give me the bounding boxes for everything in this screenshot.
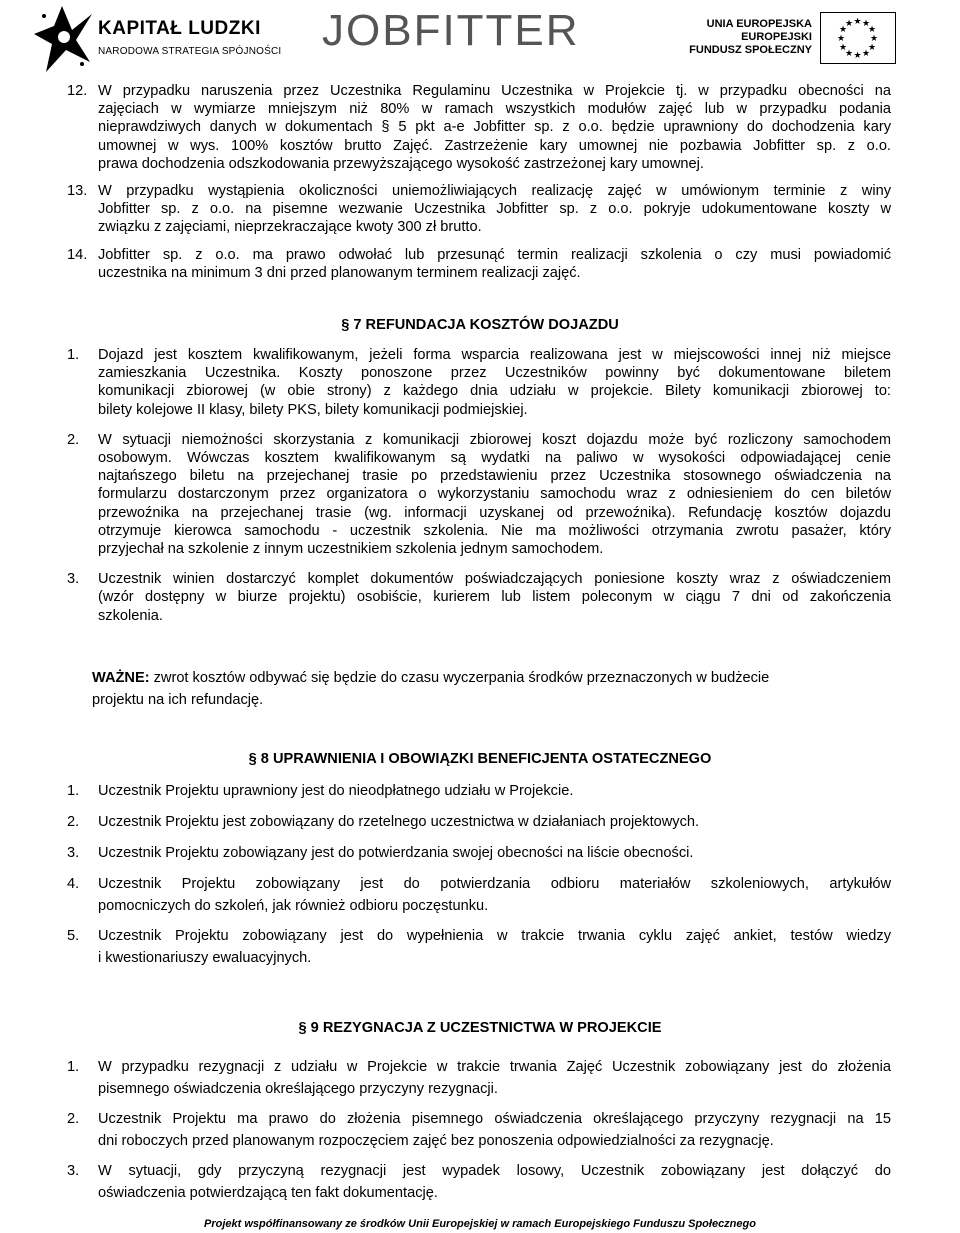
important-note-label: WAŻNE: [92,670,150,686]
list-item-text-line: W przypadku rezygnacji z udziału w Projekcie w trakcie trwania Zajęć Uczestnik zobowiązany jest do złożenia [98,1059,891,1075]
section-heading: § 7 REFUNDACJA KOSZTÓW DOJAZDU [341,317,619,333]
svg-text:★: ★ [867,43,877,53]
list-item-text-line: nieprawdziwych danych w dokumentach § 5 pkt a-e Jobfitter sp. z o.o. będzie uprawniony do dochodzenia kary [98,119,891,136]
svg-text:★: ★ [836,34,846,44]
svg-text:★: ★ [861,19,871,29]
eu-fund-text [660,18,812,57]
list-item-number: 1. [67,783,80,799]
list-item-text-line: otrzymuje kierowca samochodu - uczestnik szkolenia. Nie ma możliwości otrzymania zwrotu pasażer, który [98,522,891,539]
list-item-number: 3. [67,571,80,588]
eu-text-line1: UNIA EUROPEJSKA [706,18,812,30]
list-item-text-line: i kwestionariuszy ewaluacyjnych. [98,950,312,966]
list-item-text-line: Jobfitter sp. z o.o. na pisemne wezwanie Uczestnika Jobfitter sp. z o.o. pokryje udokumentowane koszty w [98,201,891,218]
list-item-text-line: (wzór dostępny w biurze projektu) osobiście, kurierem lub listem poleconym w ciągu 7 dni od zakończenia [98,589,891,606]
svg-text:★: ★ [838,25,848,35]
list-item-number: 1. [67,1059,80,1075]
list-item-text-line: Uczestnik winien dostarczyć komplet dokumentów poświadczających poniesione koszty wraz z oświadczeniem [98,571,891,588]
list-item-text-line: osobowym. Wówczas kosztem kwalifikowanym są wydatki na paliwo w wysokości odpowiadającej cenie [98,450,891,466]
list-item-text-line: dni roboczych przed planowanym rozpoczęciem zajęć bez ponoszenia odpowiedzialności za rezygnację. [98,1133,774,1149]
list-item-text-line: prawa dochodzenia odszkodowania przewyższającego wysokość zastrzeżonej kary umownej. [98,155,704,172]
list-item-number: 14. [67,246,88,263]
svg-text:★: ★ [869,34,879,44]
kapital-ludzki-subtitle: NARODOWA STRATEGIA SPÓJNOŚCI [98,46,282,57]
list-item-text-line: Uczestnik Projektu zobowiązany jest do potwierdzania swojej obecności na liście obecności. [98,845,694,861]
svg-text:★: ★ [861,49,871,59]
svg-text:★: ★ [844,19,854,29]
list-item-number: 4. [67,876,80,892]
list-item-number: 1. [67,347,80,363]
list-item-text-line: szkolenia. [98,607,163,624]
list-item-text-line: formularzu dostarczonym przez organizatora o wykorzystaniu samochodu wraz z odniesieniem do cen biletów [98,486,891,503]
section-heading: § 8 UPRAWNIENIA I OBOWIĄZKI BENEFICJENTA OSTATECZNEGO [248,751,712,767]
list-item-text-line: W przypadku naruszenia przez Uczestnika Regulaminu Uczestnika w Projekcie tj. w przypadku obecności na [98,83,891,99]
list-item-text-line: Uczestnik Projektu zobowiązany jest do wypełnienia w trakcie trwania cyklu zajęć ankiet, testów wiedzy [98,928,891,944]
list-item-number: 13. [67,183,88,199]
list-item-text-line: uczestnika na minimum 3 dni przed planowanym terminem realizacji zajęć. [98,264,581,281]
list-item-text-line: związku z zajęciami, nieprzekraczające kwoty 300 zł brutto. [98,219,482,236]
list-item-text-line: W sytuacji niemożności skorzystania z komunikacji zbiorowej koszt dojazdu może być rozliczony samochodem [98,431,891,448]
list-item-number: 3. [67,1163,80,1179]
important-note [92,667,892,711]
list-item-text-line: zamieszkania Uczestnika. Koszty ponoszone przez Uczestników powinny być dokumentowane biletem [98,365,891,382]
svg-text:★: ★ [867,25,877,35]
list-item-text-line: Uczestnik Projektu ma prawo do złożenia pisemnego oświadczenia określającego przyczyny rezygnacji na 15 [98,1111,891,1127]
jobfitter-logo: JOBFITTER [322,6,580,55]
list-item-number: 2. [67,431,80,448]
list-item-text-line: komunikacji zbiorowej (w obie strony) z każdego dnia udziału w projekcie. Bilety komunikacji zbiorowej to: [98,383,891,400]
page-footer: Projekt współfinansowany ze środków Unii Europejskiej w ramach Europejskiego Funduszu Społecznego [204,1218,756,1230]
list-item-text-line: W przypadku wystąpienia okoliczności uniemożliwiających realizację zajęć w umówionym terminie z winy [98,183,891,199]
list-item-text-line: oświadczenia potwierdzającą ten fakt dokumentację. [98,1185,438,1201]
svg-text:★: ★ [853,51,862,61]
list-item-text-line: przewoźnika na przejechanej trasie (wg. informacji uzyskanej od przewoźnika). Refundację kosztów dojazdu [98,504,891,521]
list-item-text-line: przyjechał na szkolenie z innym uczestnikiem szkolenia jednym samochodem. [98,541,604,557]
eu-flag-icon [820,12,896,64]
list-item-text-line: najtańszego biletu na przejechanej trasie po przedstawieniu przez Uczestnika stosownego oświadczenia na [98,468,891,485]
svg-text:★: ★ [844,49,854,59]
svg-text:★: ★ [838,43,848,53]
list-item-text-line: zajęciach w wymiarze mniejszym niż 80% w ramach wszystkich modułów zajęć lub w przypadku podania [98,101,891,118]
eu-text-line3: FUNDUSZ SPOŁECZNY [689,44,812,56]
kapital-ludzki-title: KAPITAŁ LUDZKI [98,18,261,39]
list-item-text-line: Dojazd jest kosztem kwalifikowanym, jeżeli forma wsparcia realizowana jest w miejscowości innej niż miejsce [98,347,891,363]
list-item-text-line: pisemnego oświadczenia określającego przyczyny rezygnacji. [98,1081,498,1097]
list-item-text-line: Uczestnik Projektu uprawniony jest do nieodpłatnego udziału w Projekcie. [98,783,574,799]
svg-text:★: ★ [853,17,862,27]
list-item-number: 2. [67,814,80,830]
eu-text-line2: EUROPEJSKI [741,31,812,43]
list-item-number: 3. [67,845,80,861]
important-note-text: zwrot kosztów odbywać się będzie do czasu wyczerpania środków przeznaczonych w budżecie [149,670,770,686]
list-item-number: 5. [67,928,80,944]
kapital-ludzki-emblem-icon [32,4,94,74]
list-item-text-line: Jobfitter sp. z o.o. ma prawo odwołać lub przesunąć termin realizacji szkolenia o czy musi powiadomić [98,246,891,263]
list-item-text-line: Uczestnik Projektu zobowiązany jest do potwierdzania odbioru materiałów szkoleniowych, artykułów [98,876,891,892]
list-item-text-line: bilety kolejowe II klasy, bilety PKS, bilety komunikacji podmiejskiej. [98,401,528,418]
page-header [0,0,960,80]
list-item-text-line: Uczestnik Projektu jest zobowiązany do rzetelnego uczestnictwa w działaniach projektowych. [98,814,700,830]
list-item-text-line: pomocniczych do szkoleń, jak również odbioru poczęstunku. [98,898,489,914]
list-item-number: 2. [67,1111,80,1127]
important-note-text-continued: projektu na ich refundację. [92,692,264,708]
section-heading: § 9 REZYGNACJA Z UCZESTNICTWA W PROJEKCIE [298,1020,662,1036]
list-item-text-line: W sytuacji, gdy przyczyną rezygnacji jest wypadek losowy, Uczestnik zobowiązany jest dołączyć do [98,1163,891,1179]
list-item-text-line: umownej w wys. 100% kosztów brutto Zajęć. Zastrzeżenie kary umownej nie pozbawia Jobfitter sp. z o.o. [98,137,891,154]
list-item-number: 12. [67,83,88,99]
